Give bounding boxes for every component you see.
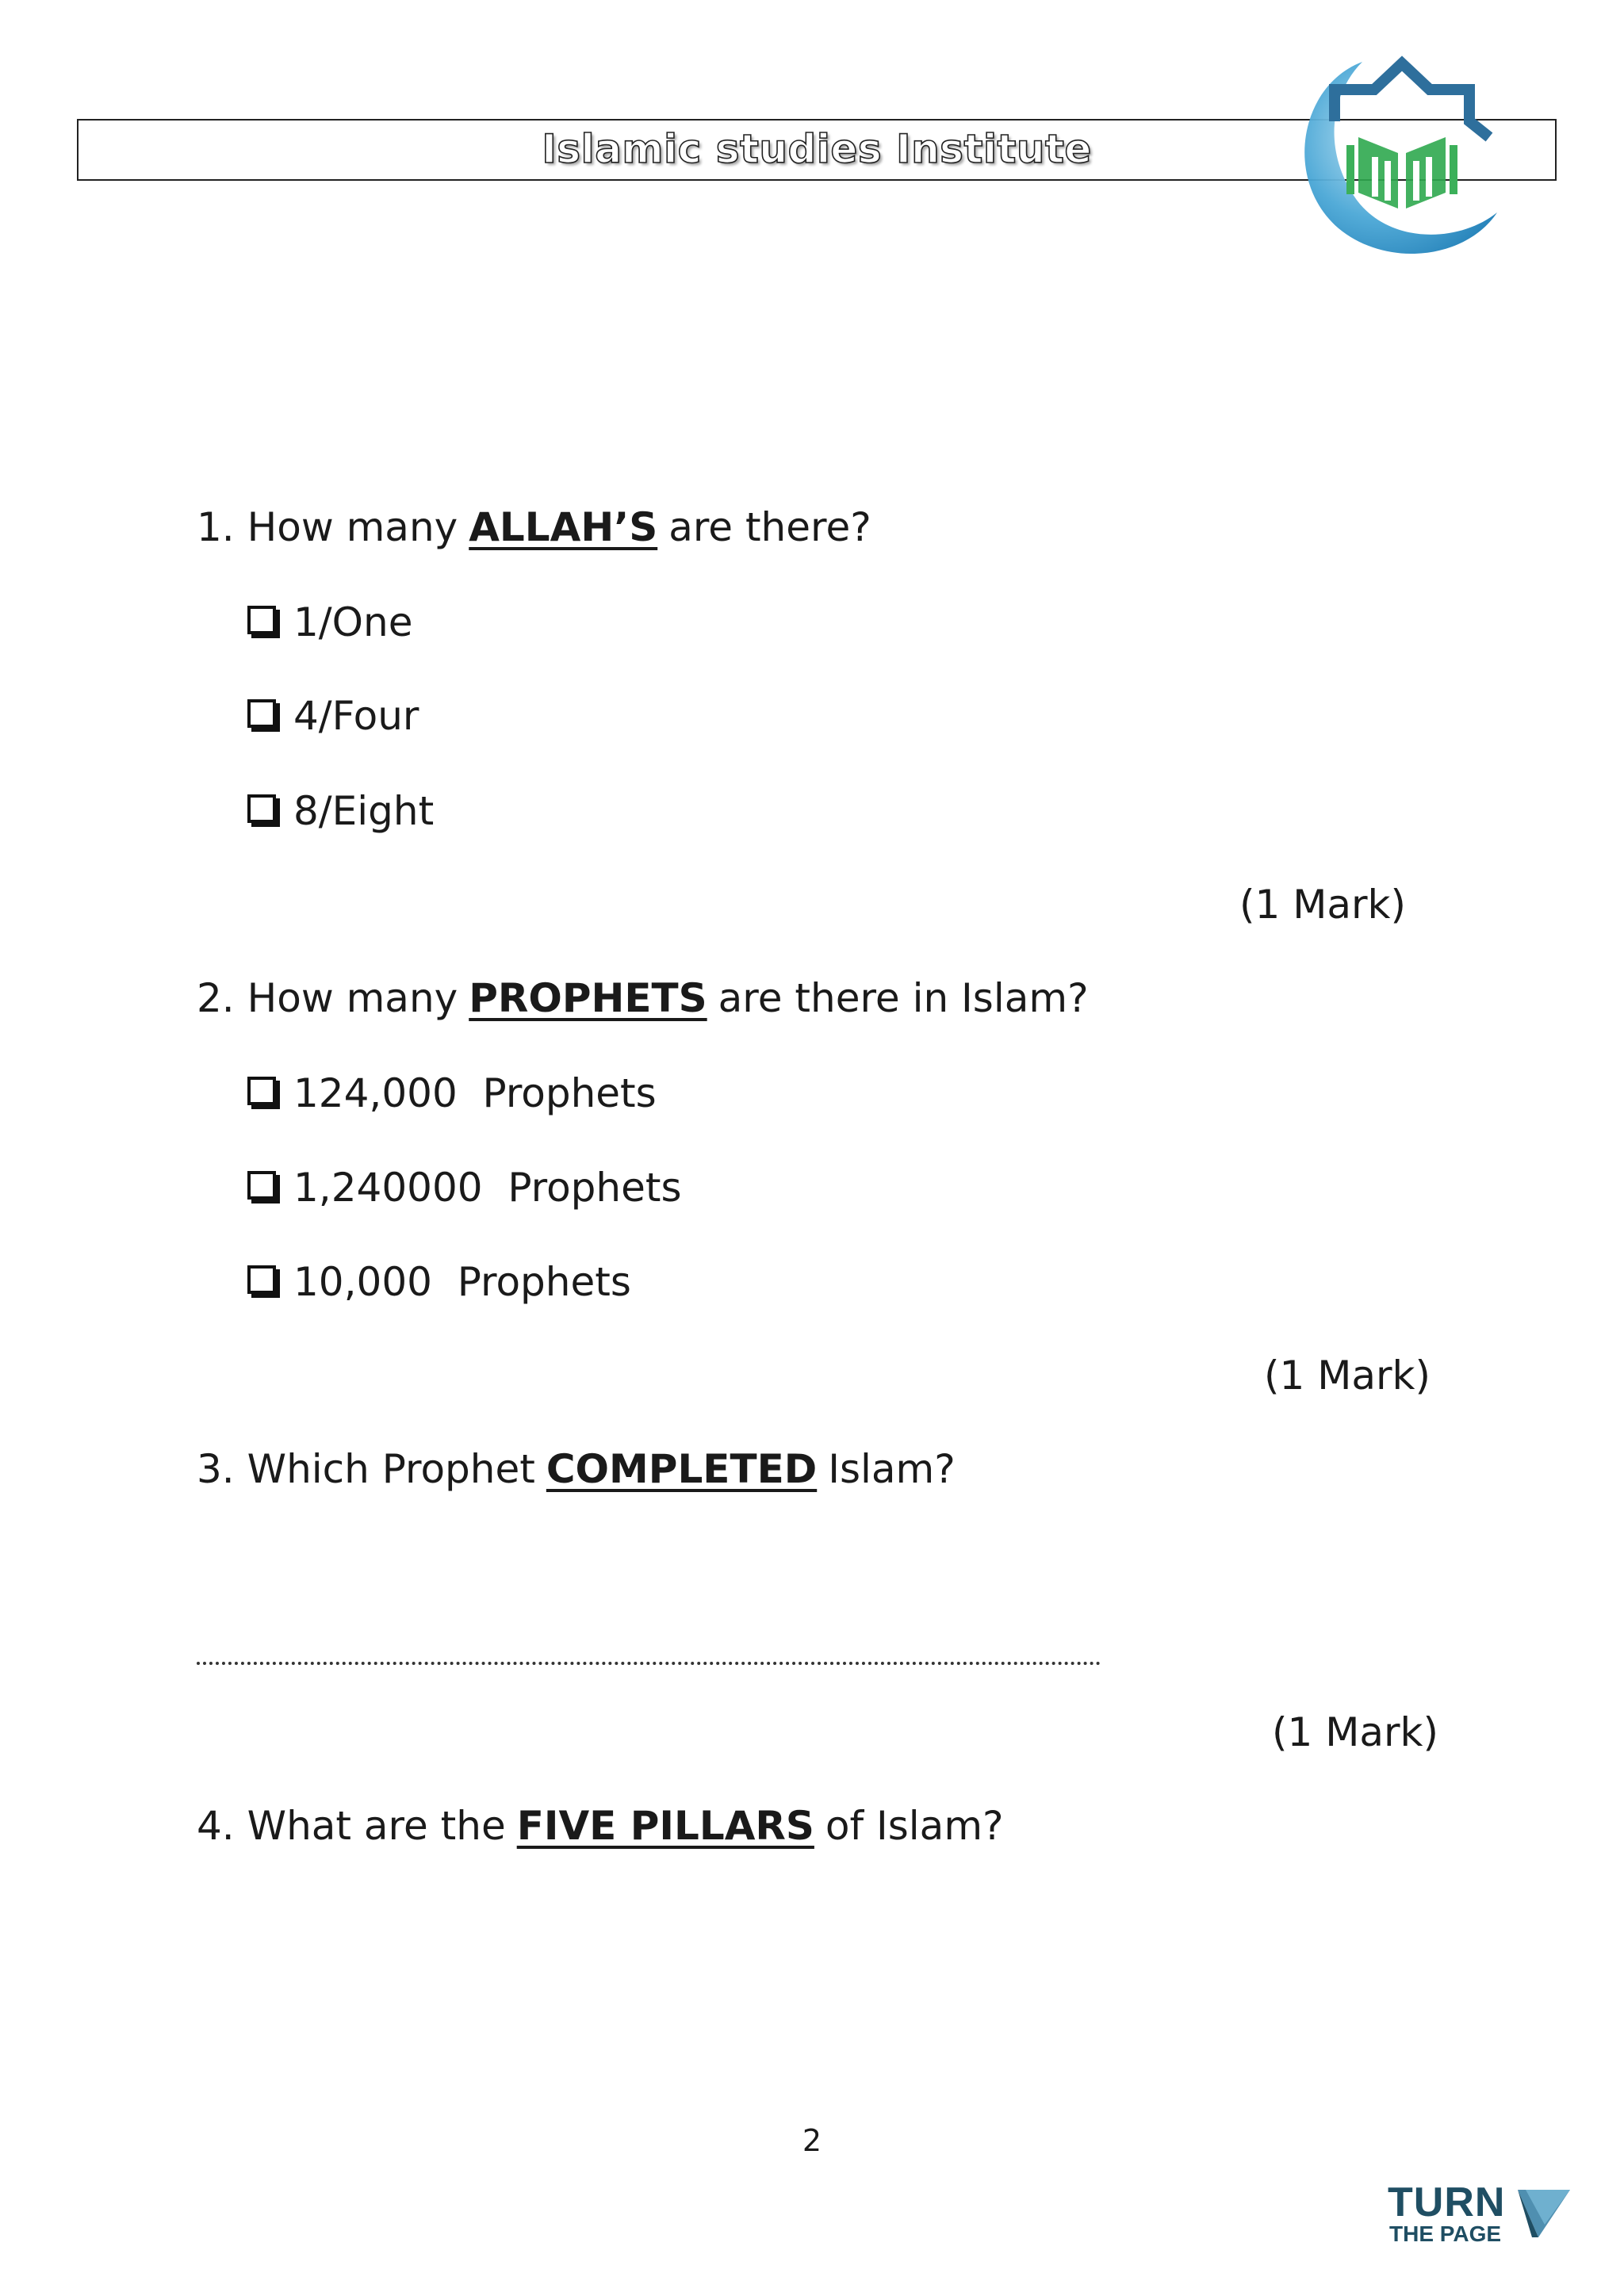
answer-line[interactable] [197, 1654, 1101, 1665]
option-label: 1,240000 Prophets [293, 1165, 682, 1211]
checkbox-icon[interactable] [247, 1077, 276, 1105]
question-keyword: PROPHETS [469, 975, 707, 1021]
answer-option[interactable] [247, 599, 412, 645]
question-text-pre: How many [247, 504, 458, 550]
question-text-pre: How many [247, 975, 458, 1021]
answer-option[interactable] [247, 693, 419, 739]
option-label: 124,000 Prophets [293, 1070, 657, 1116]
question-number: 1. [197, 504, 235, 550]
question-3 [197, 1446, 956, 1492]
page-number: 2 [802, 2123, 822, 2158]
mark-label: (1 Mark) [1239, 882, 1407, 928]
page-corner-icon [1515, 2183, 1572, 2241]
question-text-post: are there? [668, 504, 871, 550]
brand-line-2: THE PAGE [1389, 2221, 1502, 2246]
question-keyword: FIVE PILLARS [516, 1803, 814, 1849]
question-text-post: are there in Islam? [718, 975, 1089, 1021]
brand-line-1: TURN [1388, 2179, 1506, 2225]
option-label: 8/Eight [293, 788, 435, 834]
mark-label: (1 Mark) [1272, 1709, 1439, 1755]
answer-option[interactable] [247, 1070, 657, 1116]
question-keyword: ALLAH’S [469, 504, 658, 550]
mark-label: (1 Mark) [1264, 1353, 1431, 1399]
question-keyword: COMPLETED [546, 1446, 818, 1492]
institute-logo [1267, 46, 1537, 268]
checkbox-icon[interactable] [247, 699, 276, 728]
question-1 [197, 504, 871, 550]
question-text-post: Islam? [828, 1446, 956, 1492]
question-number: 2. [197, 975, 235, 1021]
checkbox-icon[interactable] [247, 606, 276, 634]
question-number: 4. [197, 1803, 235, 1849]
question-text-post: of Islam? [825, 1803, 1004, 1849]
checkbox-icon[interactable] [247, 1265, 276, 1294]
answer-option[interactable] [247, 1165, 682, 1211]
checkbox-icon[interactable] [247, 794, 276, 823]
checkbox-icon[interactable] [247, 1171, 276, 1200]
page-title: Islamic studies Institute [542, 126, 1092, 172]
question-text-pre: Which Prophet [247, 1446, 535, 1492]
question-text-pre: What are the [247, 1803, 506, 1849]
option-label: 10,000 Prophets [293, 1259, 631, 1305]
option-label: 4/Four [293, 693, 419, 739]
question-4 [197, 1803, 1004, 1849]
question-2 [197, 975, 1089, 1021]
turn-the-page-logo [1388, 2179, 1570, 2246]
question-number: 3. [197, 1446, 235, 1492]
answer-option[interactable] [247, 1259, 631, 1305]
option-label: 1/One [293, 599, 413, 645]
answer-option[interactable] [247, 788, 434, 834]
